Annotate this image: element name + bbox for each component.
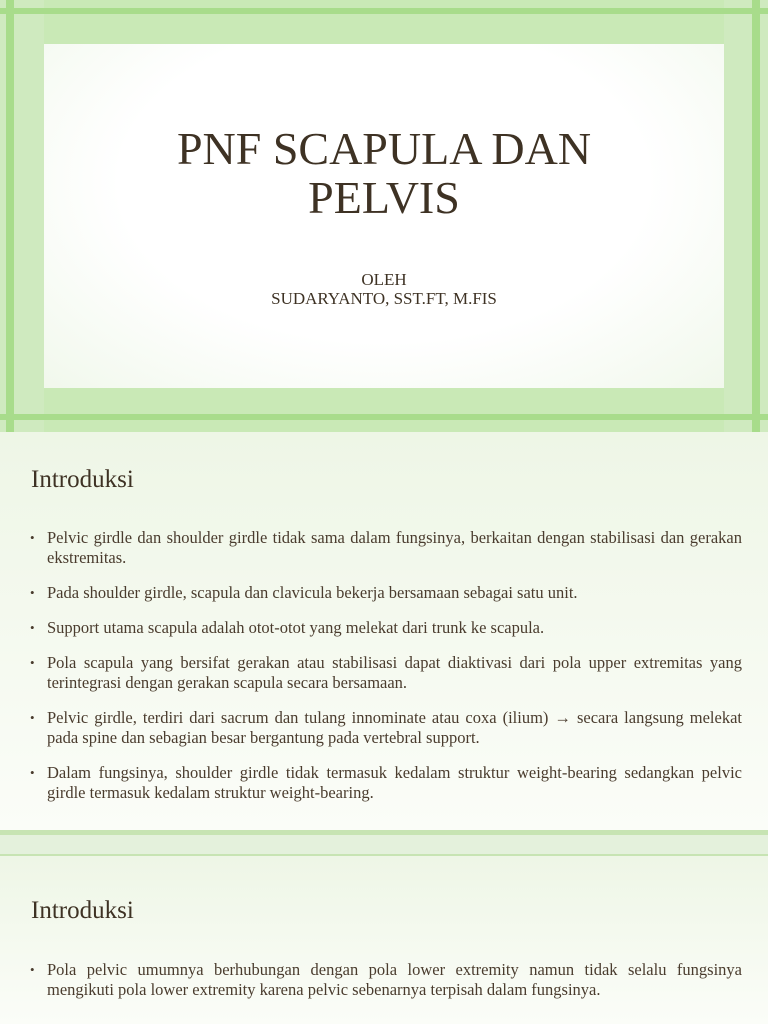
- subtitle-line-1: OLEH: [361, 270, 407, 289]
- bullet-text: Pola scapula yang bersifat gerakan atau stabilisasi dapat diaktivasi dari pola upper extremitas yang terintegrasi dengan gerakan scapula secara bersamaan.: [47, 653, 742, 692]
- slide-title: [44, 124, 724, 222]
- bullet-icon: •: [30, 765, 35, 780]
- bullet-icon: •: [30, 585, 35, 600]
- title-slide: [0, 0, 768, 432]
- slide-heading: Introduksi: [31, 897, 134, 924]
- bullet-text: Pola pelvic umumnya berhubungan dengan pola lower extremity namun tidak selalu fungsinya mengikuti pola lower extremity karena pelvic sebenarnya terpisah dalam fungsinya.: [47, 960, 742, 999]
- bullet-list: [30, 960, 742, 1015]
- bullet-icon: •: [30, 655, 35, 670]
- list-item: [30, 763, 742, 803]
- bullet-text: Pelvic girdle, terdiri dari sacrum dan tulang innominate atau coxa (ilium) → secara langsung melekat pada spine dan sebagian besar bergantung pada vertebral support.: [47, 708, 742, 747]
- list-item: [30, 618, 742, 638]
- bullet-text: Pada shoulder girdle, scapula dan clavicula bekerja bersamaan sebagai satu unit.: [47, 583, 578, 602]
- bullet-list: [30, 528, 742, 818]
- frame-line-top: [0, 8, 768, 14]
- bullet-text: Dalam fungsinya, shoulder girdle tidak termasuk kedalam struktur weight-bearing sedangkan pelvic girdle termasuk kedalam struktur weight-bearing.: [47, 763, 742, 802]
- frame-line-left: [6, 0, 14, 432]
- bullet-icon: •: [30, 710, 35, 725]
- list-item: [30, 583, 742, 603]
- bullet-text: Pelvic girdle dan shoulder girdle tidak sama dalam fungsinya, berkaitan dengan stabilisasi dan gerakan ekstremitas.: [47, 528, 742, 567]
- slide-title-line-2: PELVIS: [308, 172, 460, 223]
- frame-band-bottom: [0, 388, 768, 432]
- slide-divider-line-top: [0, 830, 768, 835]
- subtitle-line-2: SUDARYANTO, SST.FT, M.FIS: [271, 289, 497, 308]
- bullet-text: Support utama scapula adalah otot-otot yang melekat dari trunk ke scapula.: [47, 618, 545, 637]
- slide-heading: Introduksi: [31, 466, 134, 493]
- list-item: [30, 708, 742, 748]
- content-slide-2: [0, 856, 768, 1024]
- frame-band-top: [0, 0, 768, 44]
- list-item: [30, 528, 742, 568]
- slide-subtitle: [44, 270, 724, 308]
- content-slide-1: [0, 432, 768, 830]
- frame-band-right: [724, 0, 768, 432]
- bullet-icon: •: [30, 530, 35, 545]
- frame-line-bottom: [0, 414, 768, 420]
- list-item: [30, 960, 742, 1000]
- bullet-icon: •: [30, 620, 35, 635]
- bullet-icon: •: [30, 962, 35, 977]
- slide-title-line-1: PNF SCAPULA DAN: [176, 123, 592, 174]
- frame-line-right: [752, 0, 760, 432]
- list-item: [30, 653, 742, 693]
